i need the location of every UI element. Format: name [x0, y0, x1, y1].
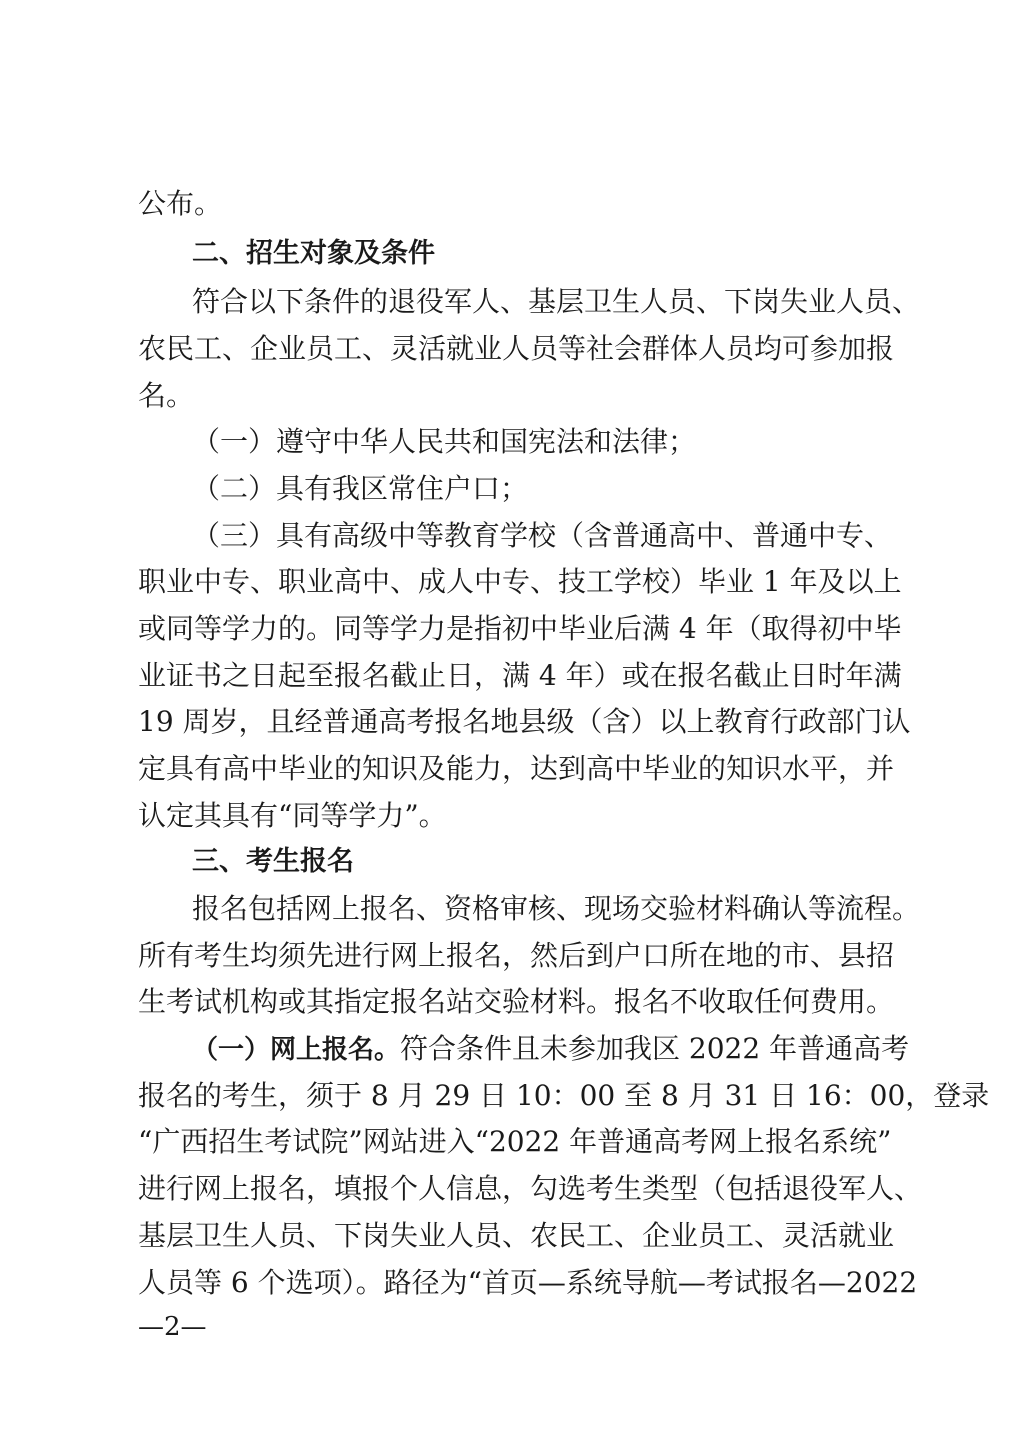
paragraph-line: 定具有高中毕业的知识及能力，达到高中毕业的知识水平，并: [138, 752, 895, 785]
paragraph-line: 报名的考生，须于 8 月 29 日 10：00 至 8 月 31 日 16：00，登录: [138, 1079, 990, 1112]
paragraph-line: 生考试机构或其指定报名站交验材料。报名不收取任何费用。: [138, 985, 895, 1018]
bold-lead-text: （一）网上报名。: [192, 1035, 401, 1065]
paragraph-line: 业证书之日起至报名截止日，满 4 年）或在报名截止日时年满: [138, 659, 902, 692]
paragraph-line: 19 周岁，且经普通高考报名地县级（含）以上教育行政部门认: [138, 705, 911, 738]
paragraph-line: “广西招生考试院”网站进入“2022 年普通高考网上报名系统”: [138, 1125, 892, 1158]
paragraph-line: 所有考生均须先进行网上报名，然后到户口所在地的市、县招: [138, 939, 895, 972]
paragraph-line: 报名包括网上报名、资格审核、现场交验材料确认等流程。: [192, 892, 921, 925]
paragraph-line: 农民工、企业员工、灵活就业人员等社会群体人员均可参加报: [138, 332, 895, 365]
paragraph-line: 或同等学力的。同等学力是指初中毕业后满 4 年（取得初中毕: [138, 612, 902, 645]
paragraph-line: （一）遵守中华人民共和国宪法和法律；: [192, 425, 697, 458]
paragraph-line: [192, 1031, 910, 1071]
page-number: —2—: [138, 1312, 207, 1342]
section-heading: 二、招生对象及条件: [192, 238, 435, 269]
paragraph-line: （三）具有高级中等教育学校（含普通高中、普通中专、: [192, 519, 893, 552]
paragraph-line: 进行网上报名，填报个人信息，勾选考生类型（包括退役军人、: [138, 1172, 923, 1205]
paragraph-line: 公布。: [138, 187, 223, 220]
paragraph-line: （二）具有我区常住户口；: [192, 472, 529, 505]
paragraph-line: 名。: [138, 379, 195, 412]
paragraph-line: 职业中专、职业高中、成人中专、技工学校）毕业 1 年及以上: [138, 565, 902, 598]
paragraph-line: 符合以下条件的退役军人、基层卫生人员、下岗失业人员、: [192, 285, 921, 318]
paragraph-line: 基层卫生人员、下岗失业人员、农民工、企业员工、灵活就业: [138, 1219, 895, 1252]
paragraph-text: 符合条件且未参加我区 2022 年普通高考: [400, 1032, 910, 1065]
paragraph-line: 认定其具有“同等学力”。: [138, 799, 447, 832]
paragraph-line: 人员等 6 个选项）。路径为“首页—系统导航—考试报名—2022: [138, 1266, 918, 1299]
section-heading: 三、考生报名: [192, 846, 354, 877]
